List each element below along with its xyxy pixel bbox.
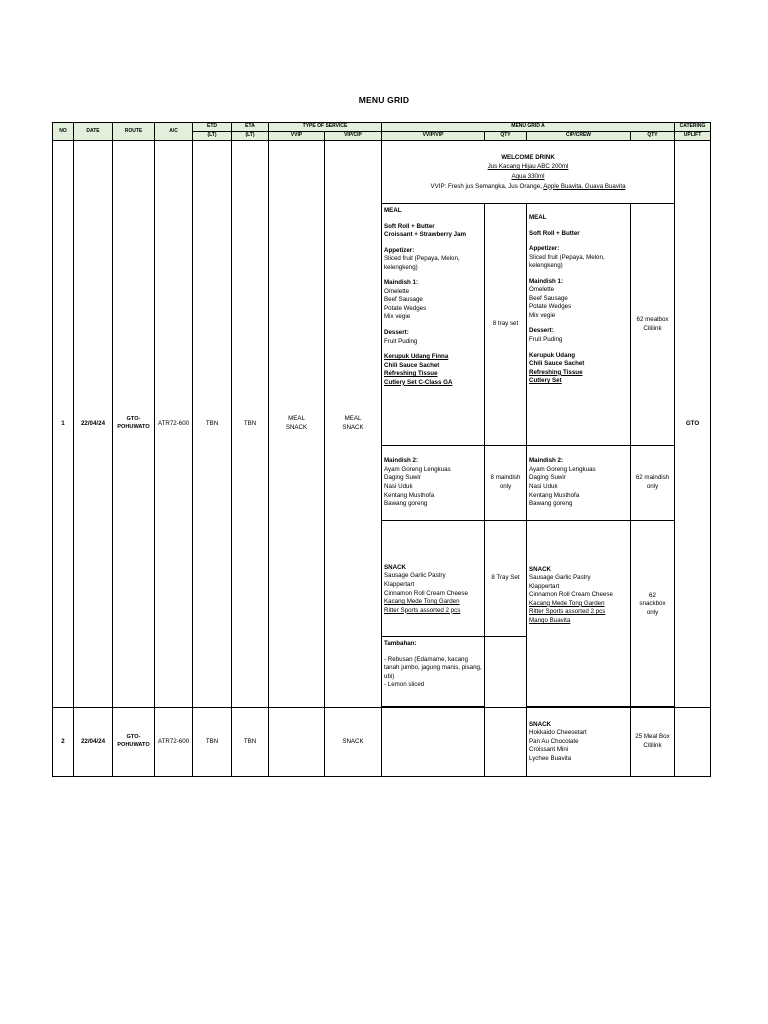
row2-catering — [675, 708, 711, 777]
vip-maindish2-cell: Maindish 2: Ayam Goreng Lengkuas Daging Suwir Nasi Uduk Kentang Musthofa Bawang goreng — [382, 446, 485, 521]
row-no: 1 — [53, 141, 74, 708]
header-route: ROUTE — [113, 123, 155, 141]
vip-snack-cell: SNACK Sausage Garlic Pastry Klappertart Cinnamon Roll Cream Cheese Kacang Mede Tong Garden Ritter Sports assorted 2 pcs — [382, 521, 485, 637]
row-eta: TBN — [232, 141, 269, 708]
header-qty: QTY — [485, 132, 527, 141]
row-vip-cip-service: MEAL SNACK — [325, 141, 382, 708]
header-date: DATE — [74, 123, 113, 141]
cip-meal-cell: MEAL Soft Roll + Butter Appetizer: Sliced fruit (Pepaya, Melon, kelengkeng) Maindish 1: Omelette Beef Sausage Potate Wedges Mix vegie Dessert: Fruit Puding Kerupuk Udang Chili Sauce Sachet Refreshing Tissue Cutlery Set — [527, 204, 631, 446]
vip-maindish2-qty: 8 maindish only — [485, 446, 527, 521]
row2-vip-menu — [382, 708, 485, 777]
header-type-of-service: TYPE OF SERVICE — [269, 123, 382, 132]
header-eta-sub: (LT) — [232, 132, 269, 141]
row-vvip-service: MEAL SNACK — [269, 141, 325, 708]
header-qty-2: QTY — [631, 132, 675, 141]
header-menu-grid-a: MENU GRID A — [382, 123, 675, 132]
header-etd-sub: (LT) — [193, 132, 232, 141]
row-vvip-service — [269, 708, 325, 777]
header-vip-cip: VIP/CIP — [325, 132, 382, 141]
cip-maindish2-qty: 62 maindish only — [631, 446, 675, 521]
header-etd: ETD — [193, 123, 232, 132]
vip-meal-cell: MEAL Soft Roll + Butter Croissant + Strawberry Jam Appetizer: Sliced fruit (Pepaya, Melon, kelengkeng) Maindish 1: Omelette Beef Sausage Potate Wedges Mix vegie Dessert: Fruit Puding Kerupuk Udang Finna Chili Sauce Sachet Refreshing Tissue Cutlery Set C-Class GA — [382, 204, 485, 446]
row-no: 2 — [53, 708, 74, 777]
tambahan-cell: Tambahan: - Rebusan (Edamame, kacang tanah jumbo, jagung manis, pisang, ubi) - Lemon sliced — [382, 637, 485, 707]
cip-snack-qty: 62 snackbox only — [631, 521, 675, 707]
row-eta: TBN — [232, 708, 269, 777]
cip-meal-qty: 62 mealbox Citilink — [631, 204, 675, 446]
table-row — [53, 141, 711, 204]
welcome-drink-line-3: VVIP: Fresh jus Semangka, Jus Orange, Apple Buavita, Guava Buavita — [430, 182, 626, 190]
vip-snack-qty: 8 Tray Set — [485, 521, 527, 637]
row-route: GTO-POHUWATO — [113, 141, 155, 708]
header-vvip: VVIP — [269, 132, 325, 141]
header-eta: ETA — [232, 123, 269, 132]
header-no: NO — [53, 123, 74, 141]
welcome-drink-line-1: Jus Kacang Hijau ABC 200ml — [487, 163, 569, 171]
row-vip-cip-service: SNACK — [325, 708, 382, 777]
header-uplift: UPLIFT — [675, 132, 711, 141]
row-aircraft: ATR72-600 — [155, 708, 193, 777]
row-etd: TBN — [193, 141, 232, 708]
header-ac: A/C — [155, 123, 193, 141]
row2-vip-qty — [485, 708, 527, 777]
table-row — [53, 708, 711, 777]
row-date: 22/04/24 — [74, 141, 113, 708]
welcome-drink-cell — [382, 141, 675, 204]
row2-cip-qty: 25 Meal Box Citilink — [631, 708, 675, 777]
header-cip-crew: CIP/CREW — [527, 132, 631, 141]
row-etd: TBN — [193, 708, 232, 777]
page-title: MENU GRID — [358, 95, 410, 105]
welcome-drink-title: WELCOME DRINK — [501, 153, 555, 161]
menu-grid-table — [52, 122, 711, 777]
welcome-drink-line-2: Aqua 330ml — [511, 173, 545, 180]
header-row-1 — [53, 123, 711, 132]
row-aircraft: ATR72-600 — [155, 141, 193, 708]
row-date: 22/04/24 — [74, 708, 113, 777]
header-catering: CATERING — [675, 123, 711, 132]
row-route: GTO-POHUWATO — [113, 708, 155, 777]
cip-maindish2-cell: Maindish 2: Ayam Goreng Lengkuas Daging Suwir Nasi Uduk Kentang Musthofa Bawang goreng — [527, 446, 631, 521]
row-catering-uplift: GTO — [675, 141, 711, 708]
tambahan-qty — [485, 637, 527, 707]
row2-cip-snack-cell: SNACK Hokkaido Cheesetart Pan Au Chocolate Croissant Mini Lychee Buavita — [527, 708, 631, 777]
header-vvip-vip: VVIP/VIP — [382, 132, 485, 141]
cip-snack-cell: SNACK Sausage Garlic Pastry Klappertart Cinnamon Roll Cream Cheese Kacang Mede Tong Garden Ritter Sports assorted 2 pcs Mango Buavita — [527, 521, 631, 707]
vip-meal-qty: 8 tray set — [485, 204, 527, 446]
